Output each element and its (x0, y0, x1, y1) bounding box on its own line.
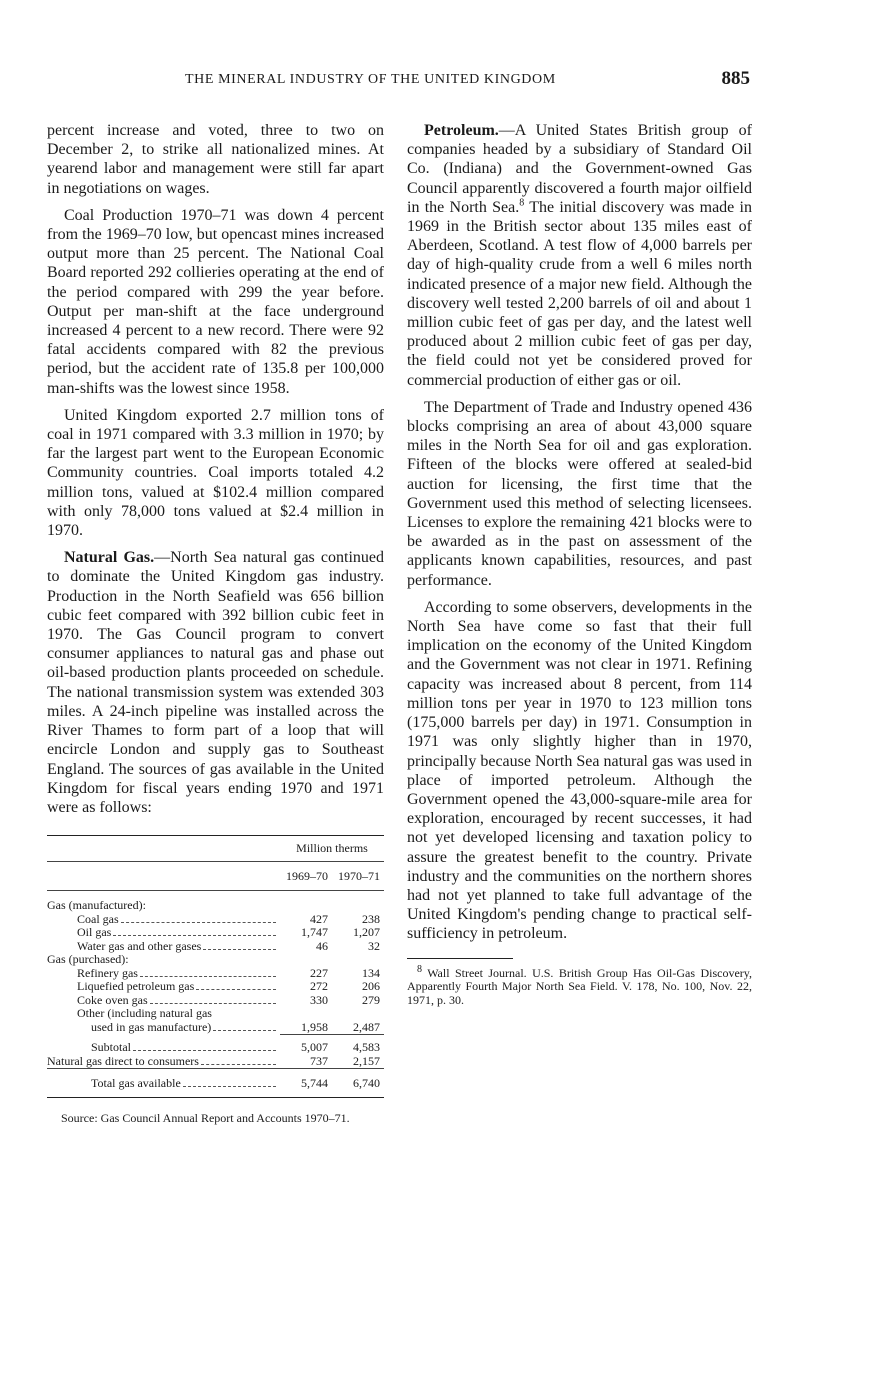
natural-gas-heading: Natural Gas. (64, 549, 155, 567)
table-row (47, 980, 384, 994)
table-group-row: Gas (manufactured): (47, 898, 146, 913)
row-value: 1,747 (301, 925, 328, 940)
table-unit-header: Million therms (280, 836, 384, 862)
row-value: 5,007 (280, 1035, 332, 1055)
table-row (47, 967, 384, 981)
table-source-note: Source: Gas Council Annual Report and Accounts 1970–71. (61, 1110, 350, 1125)
paragraph-strike: percent increase and voted, three to two on December 2, to strike all nationalized mines. At yearend labor and management were still far apart in negotiations on wages. (47, 122, 384, 197)
table-subtotal-row (47, 1035, 384, 1055)
row-value: 32 (368, 938, 380, 953)
row-value: 227 (310, 965, 328, 980)
paragraph-coal-production: Coal Production 1970–71 was down 4 percent from the 1969–70 low, but opencast mines increased output more than 25 percent. The National Coal Board reported 292 collieries operating at the end of the period compared with 299 the year before. Output per man-shift at the face underground increased 4 percent to a new record. There were 92 fatal accidents compared with 82 the previous period, but the accident rate of 135.8 per 100,000 man-shifts was the lowest since 1958. (47, 206, 384, 397)
row-value: 1,958 (301, 1019, 328, 1034)
table-group-row: Gas (purchased): (47, 952, 129, 967)
petroleum-heading: Petroleum. (424, 122, 499, 139)
row-label: Oil gas (77, 925, 112, 940)
paragraph-natural-gas (47, 548, 384, 817)
table-row (47, 926, 384, 940)
table-total-row (47, 1069, 384, 1098)
table-row (47, 1055, 384, 1069)
row-value: 330 (310, 992, 328, 1007)
running-title: THE MINERAL INDUSTRY OF THE UNITED KINGDOM (185, 72, 556, 87)
row-value: 2,487 (353, 1019, 380, 1034)
row-value: 46 (316, 938, 328, 953)
table-row (47, 913, 384, 927)
row-value: 427 (310, 911, 328, 926)
table-year-header: 1970–71 (332, 861, 384, 891)
row-label: Other (including natural gas (77, 1006, 212, 1021)
footnote-reference: 8 (519, 197, 525, 209)
table-row (47, 1007, 384, 1021)
row-label: Refinery gas (77, 965, 138, 980)
row-value: 1,207 (353, 925, 380, 940)
table-row (47, 1021, 384, 1035)
row-label: Liquefied petroleum gas (77, 979, 195, 994)
row-value: 4,583 (332, 1035, 384, 1055)
row-label: Coal gas (77, 911, 119, 926)
row-value: 6,740 (332, 1069, 384, 1098)
row-value: 279 (362, 992, 380, 1007)
row-label: Water gas and other gases (77, 938, 202, 953)
paragraph-coal-exports: United Kingdom exported 2.7 million tons of coal in 1971 compared with 3.3 million in 1970; by far the largest part went to the European Economic Community countries. Coal imports totaled 4.2 million tons, valued at $102.4 million compared with only 78,000 tons valued at $2.4 million in 1970. (47, 406, 384, 540)
paragraph-trade-industry: The Department of Trade and Industry opened 436 blocks comprising an area of about 43,000 square miles in the North Sea for oil and gas exploration. Fifteen of the blocks were offered at sealed-bid auction for licensing, the first time that the Government used this method of selecting licensees. Licenses to explore the remaining 421 blocks were to be awarded as in the past on assessment of the applicants known capabilities, resources, and past performance. (407, 398, 752, 589)
gas-sources-table (47, 835, 384, 1102)
row-label: used in gas manufacture) (91, 1020, 212, 1035)
row-label: Subtotal (91, 1040, 132, 1055)
footnote (407, 963, 752, 1008)
table-row (47, 940, 384, 954)
left-column (47, 121, 384, 1125)
natural-gas-text: —North Sea natural gas continued to dominate the United Kingdom gas industry. Production in the North Seafield was 656 billion cubic feet compared with 392 billion cubic feet in 1970. The Gas Council program to convert consumer appliances to natural gas and phase out oil-based production plants proceeded on schedule. The national transmission system was extended 303 miles. A 24-inch pipeline was installed across the River Thames to form part of a loop that will encircle London and supply gas to Southeast England. The sources of gas available in the United Kingdom for fiscal years ending 1970 and 1971 were as follows: (47, 549, 385, 816)
table-year-header: 1969–70 (280, 861, 332, 891)
paragraph-developments: According to some observers, developments in the North Sea have come so fast that their full implication on the economy of the United Kingdom and the Government was not clear in 1971. Refining capacity was increased about 8 percent, from 114 million tons per year in 1970 to 123 million tons (175,000 barrels per day) in 1971. Consumption in 1971 was only slightly higher than in 1970, principally because North Sea natural gas was used in place of imported petroleum. Although the Government opened the 43,000-square-mile area for exploration, encouraged by recent successes, it had not yet developed licensing and taxation policy to assure the greatest benefit to the country. Private industry and the communities on the northern shores had not yet planned to take full advantage of the United Kingdom's pending change to practical self-sufficiency in petroleum. (407, 598, 752, 943)
row-value: 5,744 (280, 1069, 332, 1098)
row-value: 2,157 (353, 1053, 380, 1068)
row-label: Coke oven gas (77, 992, 148, 1007)
table-row (47, 994, 384, 1008)
row-value: 272 (310, 979, 328, 994)
page-number: 885 (721, 68, 750, 89)
paragraph-petroleum: Petroleum.—A United States British group of companies headed by a subsidiary of Standard Oil Co. (Indiana) and the Government-owned Gas Council apparently discovered a fourth major oilfield in the North Sea.$^8$ The initial discovery was made in 1969 in the British sector about 135 miles east of Aberdeen, Scotland. A test flow of 4,000 barrels per day of high-quality crude from a well 6 miles north indicated presence of a major new field. Although the discovery well tested 2,200 barrels of oil and about 1 million cubic feet of gas per day, and the latest well produced about 2 million cubic feet of gas per day, the field could not yet be considered proved for commercial production of either gas or oil. (407, 122, 753, 389)
row-value: 206 (362, 979, 380, 994)
row-label: Total gas available (91, 1076, 181, 1091)
row-value: 134 (362, 965, 380, 980)
footnote-number: 8 (417, 963, 422, 975)
footnote-text: Wall Street Journal. U.S. British Group Has Oil-Gas Discovery, Apparently Fourth Major North Sea Field. V. 178, No. 100, Nov. 22, 1971, p. 30. (407, 965, 752, 1007)
footnote-divider (407, 958, 513, 959)
right-column (407, 121, 752, 1007)
row-value: 238 (362, 911, 380, 926)
row-label: Natural gas direct to consumers (47, 1053, 199, 1068)
row-value: 737 (310, 1053, 328, 1068)
